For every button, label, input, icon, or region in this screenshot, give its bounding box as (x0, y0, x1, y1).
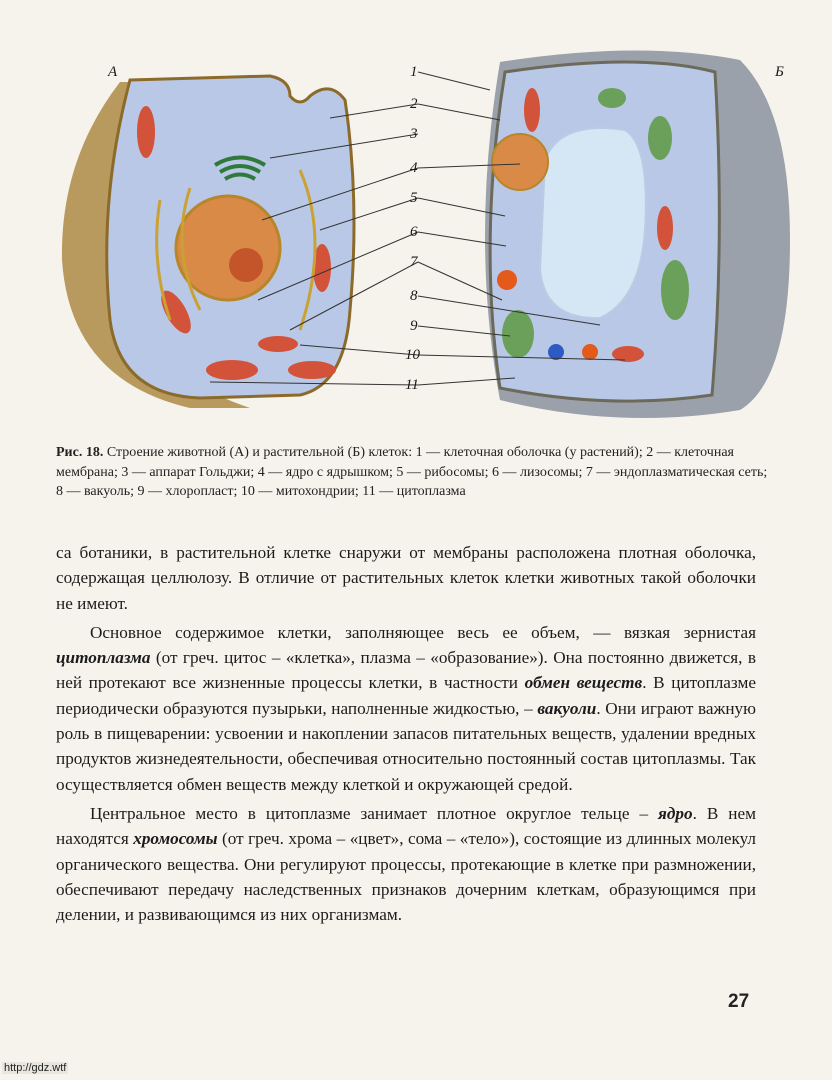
panel-label-b: Б (775, 64, 784, 80)
page-number: 27 (728, 991, 750, 1012)
term-cytoplasm: цитоплазма (56, 648, 151, 668)
panel-label-a: А (108, 64, 118, 80)
p2-text: . В цитоплазме периодически образуются пузырьки, наполненные жидкостью, – (56, 673, 756, 718)
figure-label-9: 9 (410, 318, 418, 334)
figure-label-3: 3 (410, 126, 418, 142)
term-chromosomes: хромосомы (133, 829, 218, 849)
figure-label-10: 10 (405, 347, 420, 363)
plant-cell-illustration (485, 50, 790, 418)
figure-label-2: 2 (410, 96, 418, 112)
figure-label-4: 4 (410, 160, 418, 176)
paragraph-3 (56, 801, 756, 927)
figure-label-1: 1 (410, 64, 418, 80)
paragraph-2 (56, 620, 756, 797)
figure-label-5: 5 (410, 190, 418, 206)
caption-text: Строение животной (А) и растительной (Б) клеток: 1 — клеточная оболочка (у растений); 2 — клеточная мембрана; 3 — аппарат Гольджи; 4 — ядро с ядрышком; 5 — рибосомы; 6 — лизосомы; 7 — эндоплазматическая сеть; 8 — вакуоль; 9 — хлоропласт; 10 — митохондрии; 11 — цитоплазма (56, 445, 768, 499)
term-vacuoles: вакуоли (537, 698, 597, 718)
body-text (56, 540, 756, 927)
p2-text: Основное содержимое клетки, заполняющее весь ее объем, — вязкая зернистая (90, 622, 756, 642)
term-nucleus: ядро (658, 803, 693, 823)
p3-text: Центральное место в цитоплазме занимает плотное округлое тельце – (90, 803, 659, 823)
watermark-url[interactable]: http://gdz.wtf (4, 1062, 67, 1074)
p2-text: . Они играют важную роль в пищеварении: усвоении и накоплении запасов питательных веществ, удалении вредных продуктов жизнедеятельности, обеспечивая относительно постоянный состав цитоплазмы. Так осуществляется обмен веществ между клеткой и окружающей средой. (56, 698, 756, 794)
p2-text: (от греч. цитос – «клетка», плазма – «образование»). Она постоянно движется, в ней протекают все жизненные процессы клетки, в частности (56, 648, 756, 693)
figure-label-7: 7 (410, 254, 418, 270)
caption-label: Рис. 18. (56, 445, 104, 460)
figure-label-8: 8 (410, 288, 418, 304)
p3-text: . В нем находятся (56, 803, 756, 849)
figure-caption (56, 443, 776, 502)
animal-cell-illustration (62, 76, 354, 408)
term-metabolism: обмен веществ (524, 673, 643, 693)
cell-structure-figure (0, 0, 832, 440)
paragraph-1: са ботаники, в растительной клетке снаружи от мембраны расположена плотная оболочка, содержащая целлюлозу. В отличие от растительных клеток клетки животных такой оболочки не имеют. (56, 543, 756, 613)
p3-text: (от греч. хрома – «цвет», сома – «тело»), состоящие из длинных молекул органического вещества. Они регулируют процессы, протекающие в клетке при размножении, обеспечивают передачу наследственных признаков дочерним клеткам, образующимся при делении, и развивающимся из них организмам. (56, 829, 756, 925)
figure-number-labels (405, 64, 421, 393)
figure-label-11: 11 (405, 377, 419, 393)
figure-label-6: 6 (410, 224, 418, 240)
